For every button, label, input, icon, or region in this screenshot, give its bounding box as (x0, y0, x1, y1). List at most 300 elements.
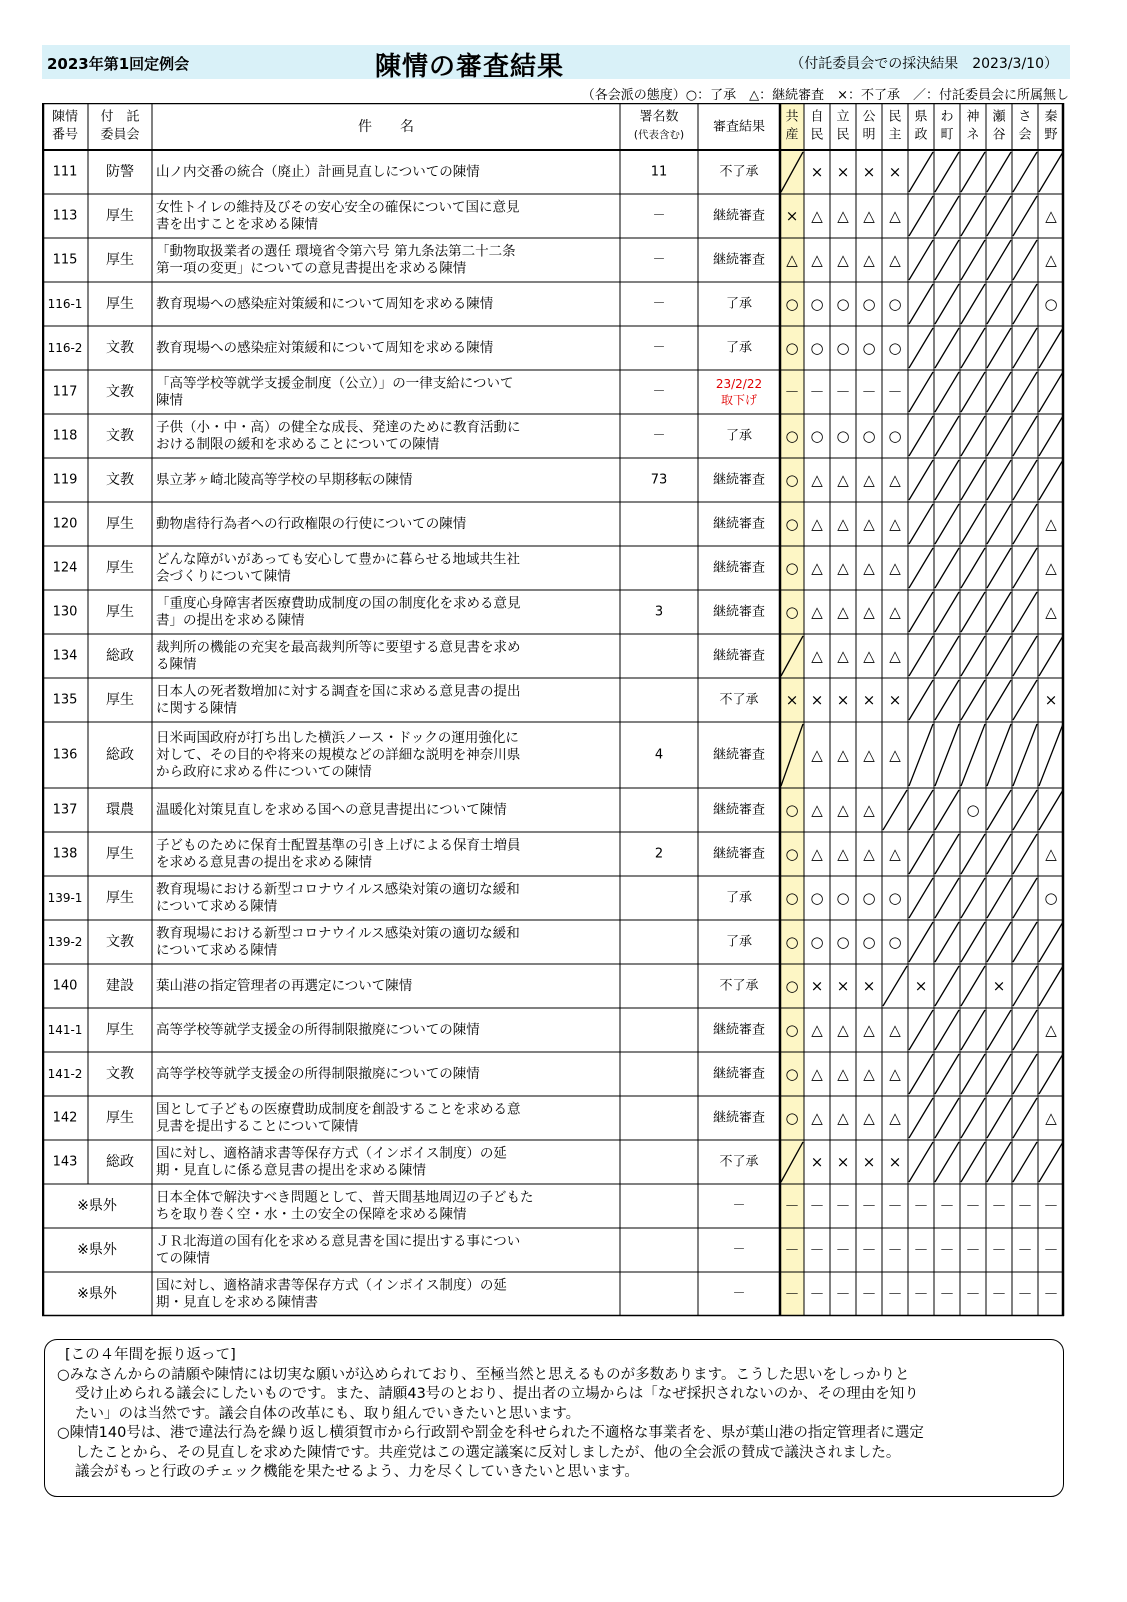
review-box (44, 1339, 1064, 1497)
petition-subject: ＪＲ北海道の国有化を求める意見書を国に提出する事につい (156, 1233, 521, 1250)
not-member-slash (1013, 152, 1037, 192)
faction-vote: × (810, 1153, 824, 1171)
petition-subject: 国として子どもの医療費助成制度を創設することを求める意 (156, 1101, 521, 1118)
faction-vote: △ (889, 1021, 901, 1039)
not-member-slash (1039, 790, 1063, 830)
table-row (53, 240, 1058, 280)
faction-vote: × (836, 1153, 850, 1171)
faction-vote: ○ (810, 295, 824, 313)
faction-vote: × (862, 163, 876, 181)
committee-name: 環農 (106, 802, 134, 818)
not-member-slash (935, 636, 959, 676)
petition-subject: について求める陳情 (156, 942, 278, 959)
signature-count: － (652, 384, 666, 400)
committee-name: 厚生 (106, 208, 134, 224)
faction-vote: － (784, 1241, 800, 1259)
committee-name: 文教 (106, 1066, 134, 1082)
committee-name: 総政 (106, 747, 134, 763)
faction-vote: ○ (888, 889, 902, 907)
signature-count: － (652, 428, 666, 444)
review-result: 不了承 (719, 692, 759, 708)
signature-count: － (652, 340, 666, 356)
not-member-slash (1039, 966, 1063, 1006)
faction-vote: ○ (1044, 889, 1058, 907)
faction-vote: × (862, 1153, 876, 1171)
petition-number: 120 (52, 516, 78, 532)
petition-subject: 見書を提出することについて陳情 (156, 1118, 359, 1135)
faction-vote: △ (811, 746, 823, 764)
committee-name: 文教 (106, 340, 134, 356)
faction-vote: △ (1045, 515, 1057, 533)
review-result: 了承 (725, 934, 753, 950)
faction-vote: △ (1045, 1021, 1057, 1039)
faction-vote: ○ (836, 889, 850, 907)
faction-vote: － (861, 383, 877, 401)
faction-header: ネ (966, 127, 980, 143)
not-member-slash (909, 878, 933, 918)
not-member-slash (1013, 1010, 1037, 1050)
faction-header: わ (940, 109, 954, 125)
faction-header: 共 (785, 109, 799, 125)
petition-subject: 教育現場への感染症対策緩和について周知を求める陳情 (156, 296, 494, 312)
petition-subject: 国に対し、適格請求書等保存方式（インボイス制度）の延 (156, 1145, 507, 1162)
table-row (48, 878, 1058, 918)
header-signatures: (代表含む) (633, 129, 685, 141)
petition-number: 119 (52, 472, 78, 488)
not-member-slash (909, 790, 933, 830)
not-member-slash (1039, 922, 1063, 962)
not-member-slash (1013, 372, 1037, 412)
not-member-slash (935, 1010, 959, 1050)
petition-subject: 女性トイレの維持及びその安心安全の確保について国に意見 (156, 199, 520, 216)
petition-number: 136 (52, 747, 78, 763)
not-member-slash (909, 1054, 933, 1094)
faction-vote: △ (811, 1109, 823, 1127)
faction-vote: ○ (888, 295, 902, 313)
faction-vote: × (862, 977, 876, 995)
not-member-slash (961, 724, 985, 786)
not-member-slash (1013, 878, 1037, 918)
petition-subject: について求める陳情 (156, 898, 278, 915)
not-member-slash (961, 878, 985, 918)
faction-header: 会 (1018, 127, 1032, 143)
faction-vote: × (1044, 691, 1058, 709)
faction-vote: － (835, 1197, 851, 1215)
not-member-slash (909, 1142, 933, 1182)
faction-vote: × (888, 163, 902, 181)
table-row (53, 724, 1063, 786)
table-row (53, 790, 1063, 830)
petition-subject: 会づくりについて陳情 (156, 568, 291, 585)
committee-name: 厚生 (106, 1110, 134, 1126)
review-result: 了承 (725, 428, 753, 444)
petition-number: 116-1 (47, 297, 83, 311)
petition-subject: 教育現場における新型コロナウイルス感染対策の適切な緩和 (156, 881, 520, 898)
not-member-slash (987, 878, 1011, 918)
faction-vote: △ (811, 1065, 823, 1083)
not-member-slash (1039, 724, 1063, 786)
committee-name: 文教 (106, 428, 134, 444)
not-member-slash (987, 636, 1011, 676)
not-member-slash (1013, 1054, 1037, 1094)
committee-name: 厚生 (106, 1022, 134, 1038)
committee-name: ※県外 (77, 1242, 117, 1258)
signature-count: － (652, 252, 666, 268)
not-member-slash (935, 966, 959, 1006)
table-row (53, 636, 1063, 676)
review-result: 継続審査 (712, 846, 766, 862)
faction-vote: △ (889, 515, 901, 533)
faction-vote: △ (1045, 603, 1057, 621)
not-member-slash (961, 1098, 985, 1138)
petition-subject: から政府に求める件についての陳情 (156, 764, 372, 780)
signature-count: － (652, 208, 666, 224)
not-member-slash (961, 922, 985, 962)
committee-name: 防警 (106, 164, 134, 180)
not-member-slash (1013, 922, 1037, 962)
not-member-slash (1013, 240, 1037, 280)
not-member-slash (1039, 1054, 1063, 1094)
petition-subject: 裁判所の機能の充実を最高裁判所等に要望する意見書を求め (156, 639, 521, 656)
faction-header: 政 (914, 127, 928, 143)
faction-header: 秦 (1044, 109, 1058, 125)
review-result: － (732, 1242, 746, 1258)
review-result: 不了承 (719, 164, 759, 180)
not-member-slash (1013, 834, 1037, 874)
faction-vote: △ (863, 647, 875, 665)
not-member-slash (909, 592, 933, 632)
not-member-slash (909, 724, 933, 786)
not-member-slash (987, 328, 1011, 368)
header-band (42, 45, 1070, 82)
signature-count: － (652, 296, 666, 312)
petition-subject: を求める意見書の提出を求める陳情 (156, 854, 372, 871)
faction-vote: ○ (810, 889, 824, 907)
not-member-slash (961, 460, 985, 500)
petition-subject: 第一項の変更」についての意見書提出を求める陳情 (156, 260, 467, 277)
faction-vote: △ (889, 471, 901, 489)
faction-vote: － (965, 1197, 981, 1215)
faction-vote: × (836, 163, 850, 181)
not-member-slash (961, 834, 985, 874)
faction-vote: △ (863, 1021, 875, 1039)
faction-vote: ○ (836, 933, 850, 951)
petition-subject: 対して、その目的や将来の規模などの詳細な説明を神奈川県 (156, 747, 521, 763)
faction-vote: △ (863, 845, 875, 863)
not-member-slash (1013, 592, 1037, 632)
committee-name: 厚生 (106, 560, 134, 576)
petition-number: 140 (52, 978, 78, 994)
faction-vote: － (784, 1197, 800, 1215)
petition-subject: 動物虐待行為者への行政権限の行使についての陳情 (156, 516, 467, 532)
committee-name: 厚生 (106, 604, 134, 620)
session-name: 2023年第1回定例会 (47, 55, 190, 73)
faction-vote: × (836, 977, 850, 995)
table-row (53, 372, 1063, 412)
not-member-slash (909, 680, 933, 720)
faction-vote: － (913, 1285, 929, 1303)
review-result: － (732, 1198, 746, 1214)
faction-vote: △ (863, 515, 875, 533)
faction-vote: － (913, 1197, 929, 1215)
faction-vote: △ (889, 1109, 901, 1127)
signature-count: 2 (654, 846, 664, 862)
petition-subject: に関する陳情 (156, 700, 237, 717)
petition-subject: どんな障がいがあっても安心して豊かに暮らせる地域共生社 (156, 551, 520, 568)
faction-vote: △ (837, 559, 849, 577)
signature-count: 3 (654, 604, 664, 620)
not-member-slash (909, 834, 933, 874)
not-member-slash (1013, 966, 1037, 1006)
not-member-slash (1039, 636, 1063, 676)
committee-name: 厚生 (106, 846, 134, 862)
review-result: 継続審査 (712, 472, 766, 488)
not-member-slash (909, 548, 933, 588)
not-member-slash (1013, 548, 1037, 588)
petition-subject: 温暖化対策見直しを求める国への意見書提出について陳情 (156, 802, 507, 818)
faction-vote: － (809, 1285, 825, 1303)
faction-vote: ○ (888, 339, 902, 357)
not-member-slash (909, 196, 933, 236)
faction-vote: ○ (836, 295, 850, 313)
review-line: ○陳情140号は、港で違法行為を繰り返し横須賀市から行政罰や罰金を科せられた不適格な事業者を、県が葉山港の指定管理者に選定 (57, 1425, 924, 1441)
committee-name: ※県外 (77, 1286, 117, 1302)
faction-vote: ○ (785, 801, 799, 819)
signature-count: 11 (650, 164, 668, 180)
review-result: 継続審査 (712, 1022, 766, 1038)
review-line: ○みなさんからの請願や陳情には切実な願いが込められており、至極当然と思えるものが多数あります。こうした思いをしっかりと (57, 1366, 910, 1383)
table-row (53, 504, 1058, 544)
faction-header: 民 (836, 127, 850, 143)
not-member-slash (1013, 724, 1037, 786)
petition-subject: 高等学校等就学支援金の所得制限撤廃についての陳情 (156, 1022, 480, 1038)
review-line: 議会がもっと行政のチェック機能を果たせるよう、力を尽くしていきたいと思います。 (75, 1464, 639, 1480)
faction-header: 町 (940, 127, 954, 143)
review-result: 了承 (725, 296, 753, 312)
faction-vote: △ (837, 251, 849, 269)
faction-vote: △ (837, 603, 849, 621)
faction-vote: ○ (785, 427, 799, 445)
review-result: 23/2/22 (715, 377, 763, 391)
faction-header: 主 (888, 127, 902, 143)
not-member-slash (909, 1098, 933, 1138)
kyosan-column-highlight (780, 103, 804, 1316)
not-member-slash (935, 922, 959, 962)
petition-subject: る陳情 (156, 656, 197, 673)
faction-vote: ○ (785, 1109, 799, 1127)
faction-header: 神 (966, 109, 980, 125)
review-result: 継続審査 (712, 1066, 766, 1082)
not-member-slash (935, 240, 959, 280)
review-result: 継続審査 (712, 252, 766, 268)
not-member-slash (935, 1142, 959, 1182)
faction-vote: － (1043, 1197, 1059, 1215)
not-member-slash (935, 592, 959, 632)
faction-vote: － (784, 383, 800, 401)
not-member-slash (935, 328, 959, 368)
faction-vote: △ (863, 207, 875, 225)
faction-vote: △ (811, 471, 823, 489)
faction-vote: △ (837, 1065, 849, 1083)
faction-vote: － (1017, 1285, 1033, 1303)
not-member-slash (883, 790, 907, 830)
not-member-slash (961, 966, 985, 1006)
page-title: 陳情の審査結果 (375, 52, 565, 82)
review-result: 継続審査 (712, 648, 766, 664)
petition-number: 135 (52, 692, 78, 708)
faction-vote: × (810, 977, 824, 995)
signature-count: 73 (650, 472, 668, 488)
table-row (53, 196, 1058, 236)
faction-header: 野 (1044, 127, 1058, 143)
faction-vote: ○ (810, 427, 824, 445)
faction-header: 県 (914, 109, 928, 125)
faction-vote: △ (786, 251, 798, 269)
review-result: 継続審査 (712, 516, 766, 532)
not-member-slash (961, 328, 985, 368)
not-member-slash (961, 548, 985, 588)
faction-vote: △ (889, 251, 901, 269)
not-member-slash (935, 460, 959, 500)
faction-vote: － (991, 1285, 1007, 1303)
faction-vote: － (887, 1285, 903, 1303)
faction-vote: × (836, 691, 850, 709)
faction-vote: － (835, 1241, 851, 1259)
not-member-slash (935, 724, 959, 786)
faction-header: さ (1018, 109, 1032, 125)
petition-subject: ての陳情 (156, 1250, 210, 1267)
not-member-slash (961, 680, 985, 720)
not-member-slash (1039, 328, 1063, 368)
faction-vote: △ (889, 845, 901, 863)
faction-vote: △ (811, 515, 823, 533)
faction-vote: － (965, 1241, 981, 1259)
faction-vote: ○ (1044, 295, 1058, 313)
not-member-slash (961, 1010, 985, 1050)
faction-vote: － (991, 1197, 1007, 1215)
not-member-slash (987, 460, 1011, 500)
faction-vote: ○ (785, 515, 799, 533)
faction-vote: △ (837, 207, 849, 225)
not-member-slash (961, 1142, 985, 1182)
review-paragraph-2 (57, 1424, 1049, 1483)
not-member-slash (1013, 636, 1037, 676)
review-result: 不了承 (719, 978, 759, 994)
table-row (53, 1098, 1058, 1138)
not-member-slash (961, 240, 985, 280)
petition-subject: 日本人の死者数増加に対する調査を国に求める意見書の提出 (156, 683, 521, 700)
faction-vote: ○ (836, 339, 850, 357)
faction-vote: △ (811, 603, 823, 621)
faction-vote: － (887, 1197, 903, 1215)
petition-number: 130 (52, 604, 78, 620)
not-member-slash (961, 592, 985, 632)
not-member-slash (935, 196, 959, 236)
faction-vote: △ (863, 559, 875, 577)
petition-subject: 「高等学校等就学支援金制度（公立）」の一律支給について (156, 375, 514, 392)
faction-vote: ○ (785, 295, 799, 313)
not-member-slash (909, 416, 933, 456)
not-member-slash (987, 1010, 1011, 1050)
not-member-slash (909, 460, 933, 500)
faction-vote: △ (837, 471, 849, 489)
petition-number: 139-1 (47, 891, 83, 905)
faction-vote: △ (863, 801, 875, 819)
not-member-slash (961, 372, 985, 412)
not-member-slash (987, 548, 1011, 588)
faction-vote: － (809, 1241, 825, 1259)
petition-subject: 教育現場における新型コロナウイルス感染対策の適切な緩和 (156, 925, 520, 942)
petition-number: 137 (52, 802, 78, 818)
faction-vote: △ (863, 603, 875, 621)
faction-vote: △ (889, 1065, 901, 1083)
table-row (77, 1277, 1058, 1311)
faction-vote: △ (1045, 559, 1057, 577)
petition-number: 115 (52, 252, 78, 268)
table-row (53, 152, 1063, 192)
faction-vote: △ (837, 647, 849, 665)
faction-vote: △ (889, 603, 901, 621)
not-member-slash (987, 592, 1011, 632)
faction-header: 産 (785, 127, 799, 143)
committee-name: 厚生 (106, 516, 134, 532)
review-result: 継続審査 (712, 604, 766, 620)
table-row (48, 284, 1058, 324)
faction-vote: － (835, 383, 851, 401)
faction-vote: ○ (785, 977, 799, 995)
faction-vote: － (887, 1241, 903, 1259)
faction-vote: △ (1045, 207, 1057, 225)
header-subject: 件 名 (358, 119, 414, 135)
faction-vote: △ (837, 801, 849, 819)
petition-number: 116-2 (47, 341, 83, 355)
not-member-slash (1039, 372, 1063, 412)
not-member-slash (961, 416, 985, 456)
not-member-slash (935, 416, 959, 456)
not-member-slash (961, 196, 985, 236)
table-row (77, 1189, 1058, 1223)
review-result: 継続審査 (712, 802, 766, 818)
table-row (53, 680, 1058, 720)
faction-vote: △ (1045, 1109, 1057, 1127)
header-result: 審査結果 (712, 119, 766, 135)
faction-vote: × (862, 691, 876, 709)
faction-vote: △ (837, 515, 849, 533)
faction-vote: △ (811, 559, 823, 577)
review-result: 継続審査 (712, 747, 766, 763)
petition-subject: 書を出すことを求める陳情 (156, 216, 318, 233)
petition-subject: 「重度心身障害者医療費助成制度の国の制度化を求める意見 (156, 595, 521, 612)
not-member-slash (935, 1054, 959, 1094)
faction-vote: △ (889, 647, 901, 665)
review-result: － (732, 1286, 746, 1302)
review-title: [この４年間を振り返って] (65, 1347, 236, 1363)
petition-subject: 高等学校等就学支援金の所得制限撤廃についての陳情 (156, 1066, 480, 1082)
table-row (53, 592, 1058, 632)
committee-name: 文教 (106, 384, 134, 400)
not-member-slash (935, 152, 959, 192)
petition-number: 142 (52, 1110, 78, 1126)
not-member-slash (987, 416, 1011, 456)
faction-header: 明 (862, 127, 876, 143)
faction-vote: △ (889, 746, 901, 764)
committee-name: 厚生 (106, 252, 134, 268)
not-member-slash (1013, 284, 1037, 324)
petition-subject: 子どものために保育士配置基準の引き上げによる保育士増員 (156, 837, 521, 854)
faction-header: 立 (836, 109, 850, 125)
faction-vote: － (939, 1241, 955, 1259)
faction-vote: × (810, 163, 824, 181)
